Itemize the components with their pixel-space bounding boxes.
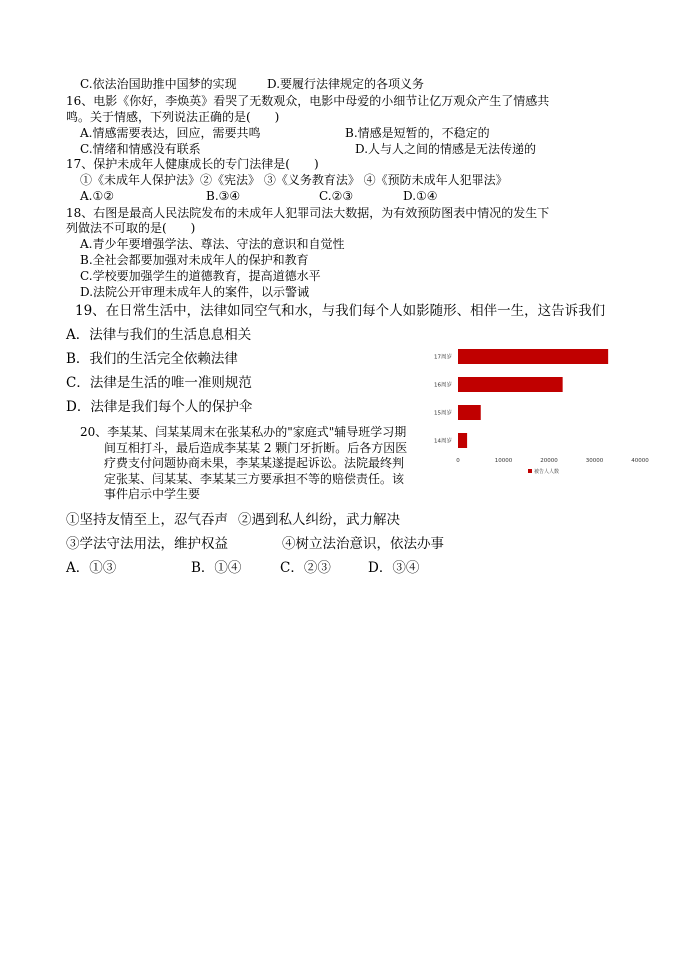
q16-option-b: B.情感是短暂的，不稳定的 [345, 126, 490, 140]
q20-stem: 20、李某某、闫某某周末在张某私办的"家庭式"辅导班学习期间互相打斗，最后造成李某某 2 颗门牙折断。后各方因医疗费支付问题协商未果，李某某遂提起诉讼。法院最终判定张某、闫某某、李某某三方要承担不等的赔偿责任。该事件启示中学生要 [80, 425, 408, 501]
q18-stem-2: 列做法不可取的是( ) [66, 221, 196, 235]
q17-items: ①《未成年人保护法》②《宪法》 ③《义务教育法》 ④《预防未成年人犯罪法》 [80, 173, 508, 187]
q18-option-a: A.青少年要增强学法、尊法、守法的意识和自觉性 [80, 237, 345, 251]
q16-option-a: A.情感需要表达，回应，需要共鸣 [80, 126, 261, 140]
q20-item-2: ②遇到私人纠纷，武力解决 [238, 512, 400, 528]
q17-option-a: A.①② [80, 189, 114, 203]
q16-option-c: C.情绪和情感没有联系 [80, 142, 201, 156]
q17-option-d: D.①④ [403, 189, 438, 203]
q15-option-c: C.依法治国助推中国梦的实现 [80, 77, 237, 91]
q20-stem-block [80, 425, 414, 503]
category-label: 14周岁 [434, 438, 452, 445]
q19-option-c: C．法律是生活的唯一准则规范 [66, 375, 252, 391]
q19-option-b: B．我们的生活完全依赖法律 [66, 351, 238, 367]
x-tick-label: 10000 [494, 458, 513, 464]
bar-17周岁 [458, 349, 608, 364]
x-tick-label: 40000 [631, 458, 649, 464]
q19-option-a: A．法律与我们的生活息息相关 [66, 327, 252, 343]
x-tick-label: 0 [456, 458, 460, 464]
q20-option-a: A．①③ [66, 560, 117, 576]
q18-stem-1: 18、右图是最高人民法院发布的未成年人犯罪司法大数据，为有效预防图表中情况的发生下 [66, 206, 550, 220]
q16-stem-1: 16、电影《你好，李焕英》看哭了无数观众，电影中母爱的小细节让亿万观众产生了情感共 [66, 94, 550, 108]
q17-option-c: C.②③ [319, 189, 354, 203]
q19-stem: 19、在日常生活中，法律如同空气和水，与我们每个人如影随形、相伴一生，这告诉我们 [75, 303, 606, 319]
bar-15周岁 [458, 405, 481, 420]
q20-option-d: D．③④ [368, 560, 420, 576]
x-tick-label: 30000 [585, 458, 604, 464]
q18-option-c: C.学校要加强学生的道德教育，提高道德水平 [80, 269, 321, 283]
q16-stem-2: 鸣。关于情感，下列说法正确的是( ) [66, 110, 280, 124]
category-label: 16周岁 [434, 382, 452, 389]
x-tick-label: 20000 [540, 458, 558, 464]
legend-swatch [528, 469, 532, 473]
q20-item-1: ①坚持友情至上，忍气吞声 [66, 512, 228, 528]
bar-14周岁 [458, 433, 467, 448]
q18-option-b: B.全社会都要加强对未成年人的保护和教育 [80, 253, 309, 267]
q20-item-3: ③学法守法用法，维护权益 [66, 536, 228, 552]
q16-option-d: D.人与人之间的情感是无法传递的 [355, 142, 537, 156]
juvenile-crime-bar-chart [418, 340, 658, 485]
category-label: 15周岁 [434, 410, 452, 417]
category-label: 17周岁 [434, 354, 452, 361]
q17-option-b: B.③④ [206, 189, 241, 203]
q20-option-c: C．②③ [280, 560, 331, 576]
q15-option-d: D.要履行法律规定的各项义务 [267, 77, 425, 91]
q17-stem: 17、保护未成年人健康成长的专门法律是( ) [66, 157, 319, 171]
q20-item-4: ④树立法治意识，依法办事 [282, 536, 444, 552]
bar-16周岁 [458, 377, 563, 392]
q19-option-d: D．法律是我们每个人的保护伞 [66, 399, 253, 415]
legend-label: 被告人人数 [534, 469, 560, 475]
q18-option-d: D.法院公开审理未成年人的案件，以示警诫 [80, 285, 310, 299]
q20-option-b: B．①④ [191, 560, 242, 576]
